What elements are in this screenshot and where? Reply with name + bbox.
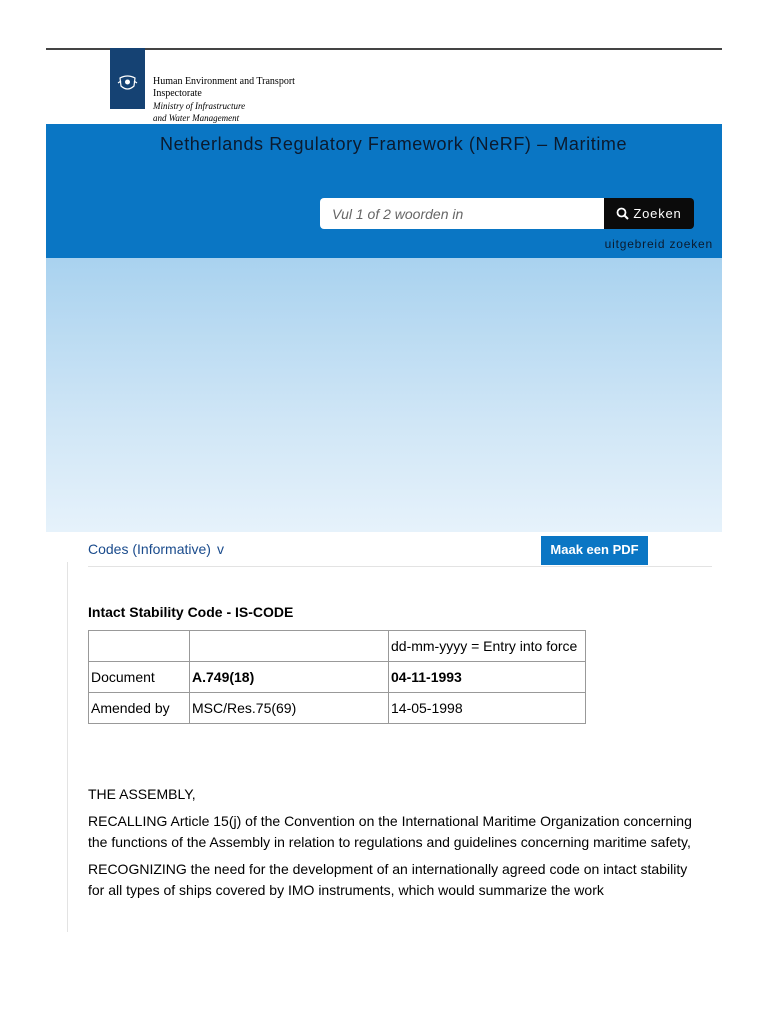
logo-line-4: and Water Management — [153, 113, 240, 123]
table-row — [89, 693, 586, 724]
content-left-rule — [67, 562, 68, 932]
table-cell: 14-05-1998 — [389, 693, 586, 724]
body-paragraph: THE ASSEMBLY, — [88, 786, 196, 802]
table-cell — [89, 631, 190, 662]
document-meta-table — [88, 630, 586, 724]
table-cell: A.749(18) — [190, 662, 389, 693]
logo-line-3: Ministry of Infrastructure — [153, 101, 246, 111]
table-cell: Amended by — [89, 693, 190, 724]
logo-emblem[interactable] — [110, 48, 145, 109]
table-cell: MSC/Res.75(69) — [190, 693, 389, 724]
table-cell: 04-11-1993 — [389, 662, 586, 693]
logo-line-2: Inspectorate — [153, 88, 202, 99]
document-title: Intact Stability Code - IS-CODE — [88, 604, 294, 620]
site-title: Netherlands Regulatory Framework (NeRF) – Maritime — [160, 134, 628, 154]
breadcrumb-label: Codes (Informative) — [88, 541, 211, 557]
advanced-search-link[interactable]: uitgebreid zoeken — [604, 237, 713, 251]
table-row — [89, 662, 586, 693]
document-body — [88, 784, 704, 907]
logo-line-1: Human Environment and Transport — [153, 76, 295, 87]
breadcrumb-codes[interactable] — [88, 541, 224, 557]
crest-icon — [117, 74, 138, 92]
logo-wordmark — [153, 76, 295, 124]
body-paragraph: RECOGNIZING the need for the development of an internationally agreed code on intact stability for all types of ships covered by IMO instruments, which would summarize the work — [88, 861, 688, 898]
chevron-down-icon: v — [216, 541, 224, 557]
table-header-row — [89, 631, 586, 662]
search-input[interactable] — [320, 198, 612, 229]
make-pdf-button[interactable]: Maak een PDF — [541, 536, 648, 565]
table-cell — [190, 631, 389, 662]
hero-banner — [46, 258, 722, 532]
search-button[interactable] — [604, 198, 694, 229]
body-paragraph: RECALLING Article 15(j) of the Convention on the International Maritime Organization concerning the functions of the Assembly in relation to regulations and guidelines concerning maritime safety, — [88, 813, 692, 850]
divider — [88, 566, 712, 567]
search-icon — [616, 207, 629, 220]
table-cell: Document — [89, 662, 190, 693]
table-cell: dd-mm-yyyy = Entry into force — [389, 631, 586, 662]
search-button-label: Zoeken — [633, 206, 682, 221]
